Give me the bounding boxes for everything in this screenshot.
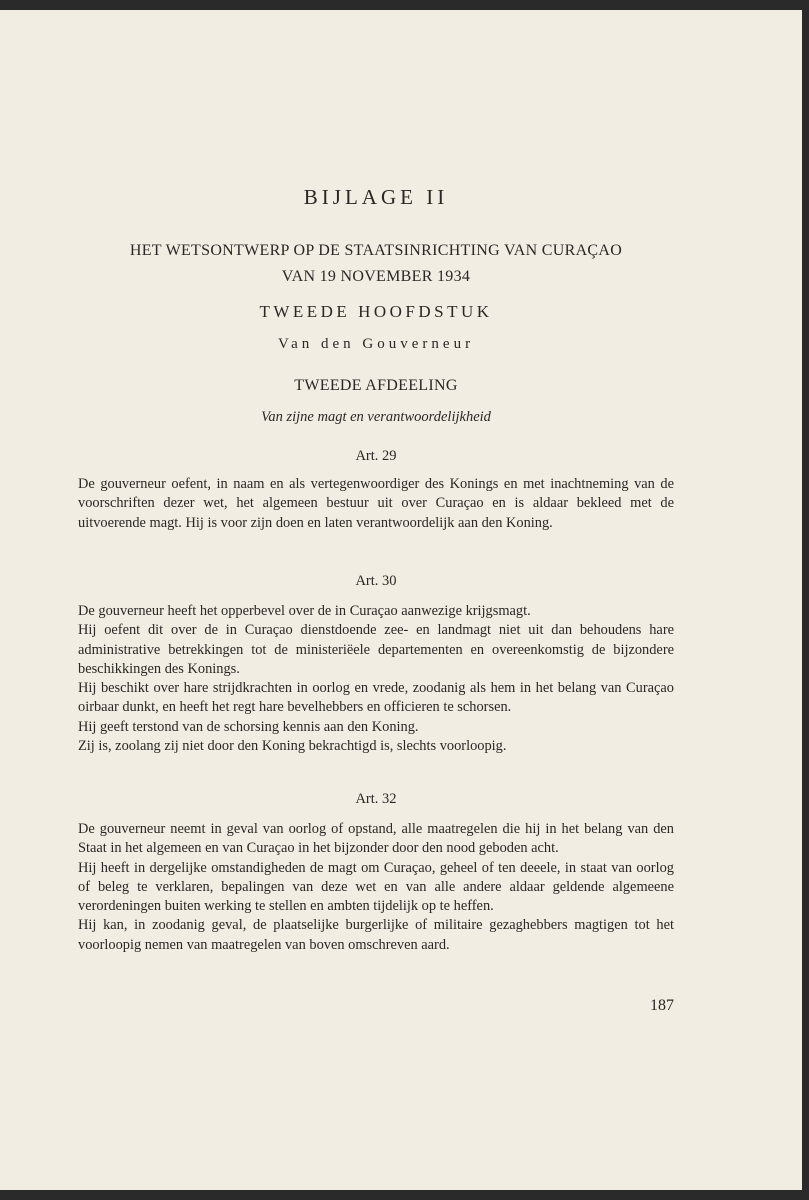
appendix-title: BIJLAGE II: [303, 185, 449, 209]
law-title: [78, 238, 674, 290]
article-paragraph: Hij oefent dit over de in Curaçao dienstdoende zee- en landmagt niet uit dan behoudens hare administrative betrekkingen tot de ministeriëele departementen en overeenkomstig de bijzondere beschikkingen des Konings.: [78, 622, 674, 677]
chapter-heading: TWEEDE HOOFDSTUK: [259, 302, 493, 321]
section-heading: TWEEDE AFDEELING: [294, 377, 458, 394]
law-title-line-2: VAN 19 NOVEMBER 1934: [281, 268, 471, 285]
article-body: [78, 602, 674, 756]
article-paragraph: Zij is, zoolang zij niet door den Koning bekrachtigd is, slechts voorloopig.: [78, 738, 507, 755]
chapter-subheading: Van den Gouverneur: [277, 336, 475, 352]
article-paragraph: Hij beschikt over hare strijdkrachten in oorlog en vrede, zoodanig als hem in het belang van Curaçao oirbaar dunkt, en heeft het regt hare bevelhebbers en officieren te schorsen.: [78, 680, 674, 716]
page-number: 187: [650, 997, 674, 1014]
article-heading: Art. 29: [355, 448, 397, 464]
law-title-line-1: HET WETSONTWERP OP DE STAATSINRICHTING VAN CURAÇAO: [129, 242, 623, 259]
article-heading: Art. 32: [355, 791, 397, 807]
article-paragraph: De gouverneur oefent, in naam en als vertegenwoordiger des Konings en met inachtneming van de voorschriften dezer wet, het algemeen bestuur uit over Curaçao en is aldaar bekleed met de uitvoerende magt. Hij is voor zijn doen en laten verantwoordelijk aan den Koning.: [78, 476, 674, 531]
article-paragraph: De gouverneur neemt in geval van oorlog of opstand, alle maatregelen die hij in het belang van den Staat in het algemeen en van Curaçao in het bijzonder door den nood geboden acht.: [78, 821, 674, 857]
article-paragraph: Hij kan, in zoodanig geval, de plaatselijke burgerlijke of militaire gezaghebbers magtigen tot het voorloopig nemen van maatregelen van boven omschreven aard.: [78, 917, 674, 953]
article-heading: Art. 30: [355, 573, 397, 589]
article-body: [78, 475, 674, 533]
book-page: [0, 10, 802, 1190]
article-paragraph: De gouverneur heeft het opperbevel over de in Curaçao aanwezige krijgsmagt.: [78, 603, 531, 619]
article-body: [78, 820, 674, 955]
section-subheading: Van zijne magt en verantwoordelijkheid: [261, 409, 491, 425]
article-paragraph: Hij heeft in dergelijke omstandigheden de magt om Curaçao, geheel of ten deeele, in staat van oorlog of beleg te verklaren, bepalingen van deze wet en van alle andere aldaar geldende algemeene verordeningen buiten werking te stellen en ambten tijdelijk op te heffen.: [78, 859, 674, 915]
article-paragraph: Hij geeft terstond van de schorsing kennis aan den Koning.: [78, 718, 419, 735]
